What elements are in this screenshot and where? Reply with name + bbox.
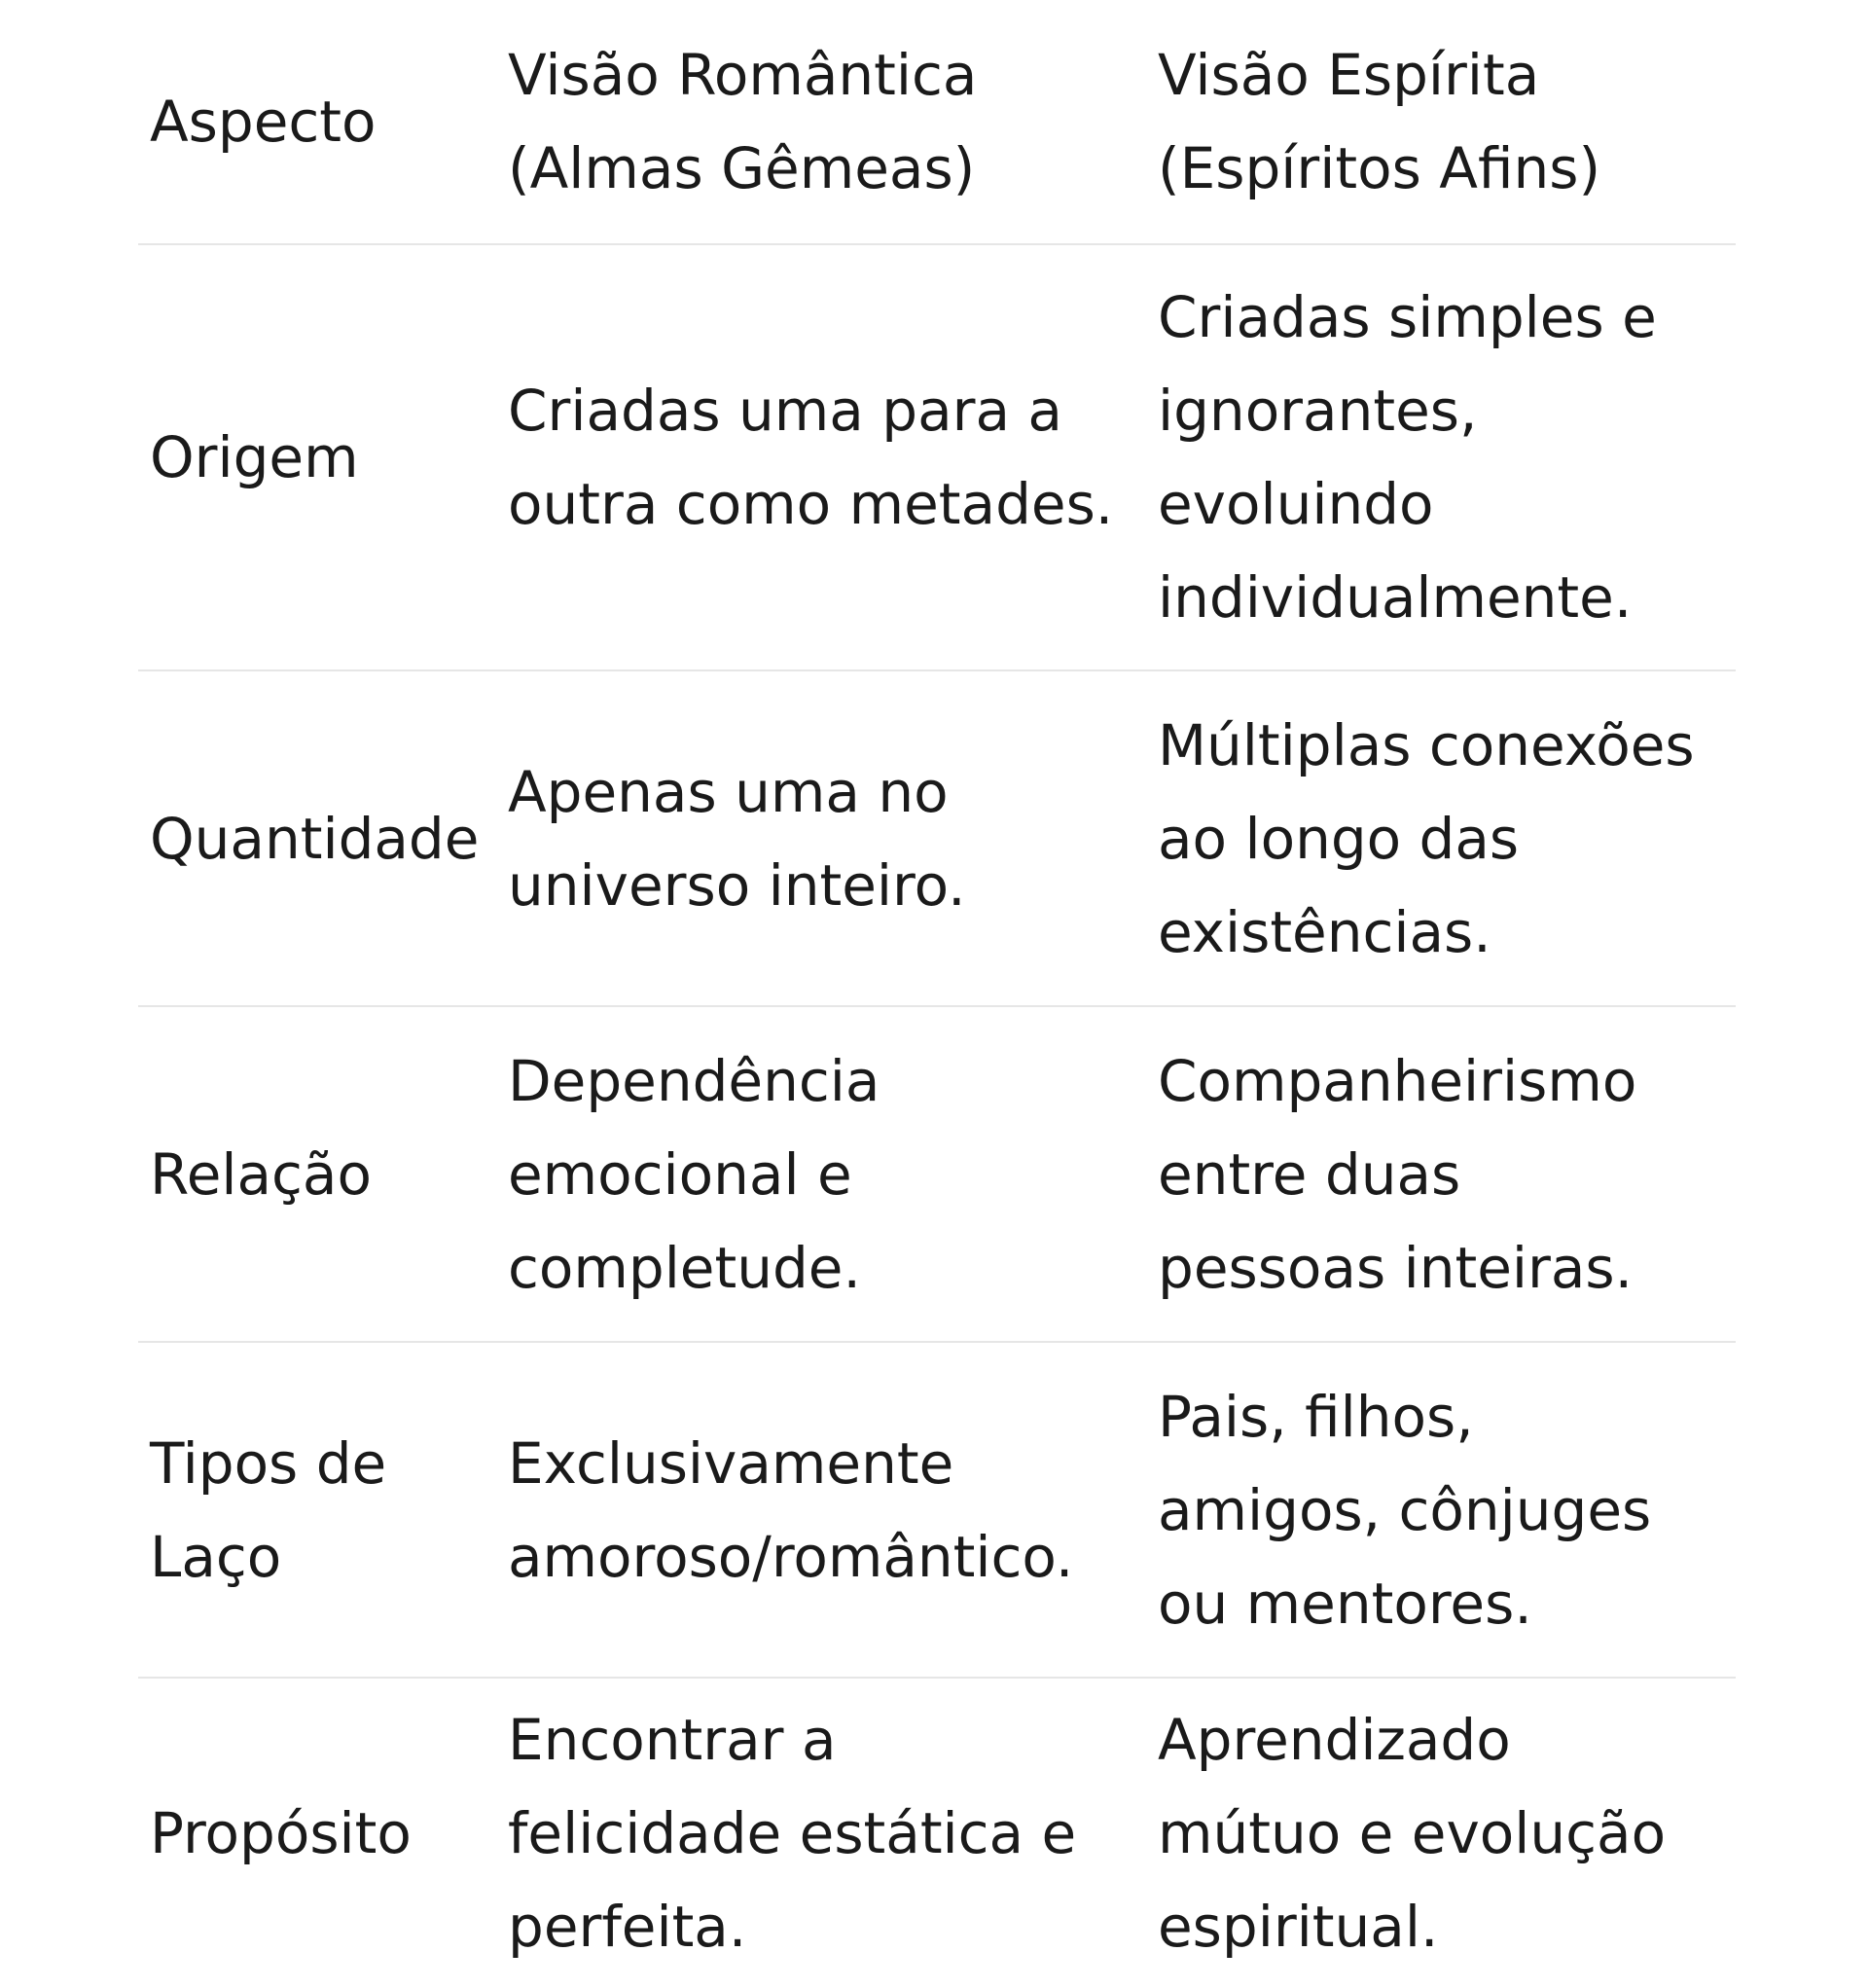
row-romantic: Encontrar a felicidade estática e perfeita. [508, 1707, 1077, 1960]
table-row [138, 245, 1736, 671]
header-romantic: Visão Romântica (Almas Gêmeas) [508, 42, 978, 201]
table-row [138, 1679, 1736, 1988]
comparison-table [138, 0, 1736, 1988]
row-aspect: Propósito [150, 1800, 412, 1866]
row-aspect: Tipos de Laço [150, 1429, 387, 1590]
row-romantic: Exclusivamente amoroso/romântico. [508, 1429, 1074, 1590]
header-aspect: Aspecto [150, 89, 377, 155]
header-spiritist: Visão Espírita (Espíritos Afins) [1158, 42, 1601, 201]
row-spiritist: Aprendizado mútuo e evolução espiritual. [1158, 1707, 1667, 1960]
row-aspect: Quantidade [150, 805, 480, 872]
row-spiritist: Pais, filhos, amigos, cônjuges ou mentores. [1158, 1383, 1652, 1637]
table-row [138, 1007, 1736, 1343]
row-spiritist: Criadas simples e ignorantes, evoluindo individualmente. [1158, 284, 1657, 631]
table-header-row [138, 0, 1736, 245]
row-aspect: Origem [150, 424, 359, 490]
row-aspect: Relação [150, 1140, 372, 1208]
row-romantic: Apenas uma no universo inteiro. [508, 758, 966, 919]
table-row [138, 671, 1736, 1007]
table-row [138, 1343, 1736, 1679]
row-romantic: Dependência emocional e completude. [508, 1047, 880, 1301]
row-romantic: Criadas uma para a outra como metades. [508, 378, 1114, 537]
row-spiritist: Companheirismo entre duas pessoas inteiras. [1158, 1047, 1637, 1301]
row-spiritist: Múltiplas conexões ao longo das existências. [1158, 711, 1695, 965]
